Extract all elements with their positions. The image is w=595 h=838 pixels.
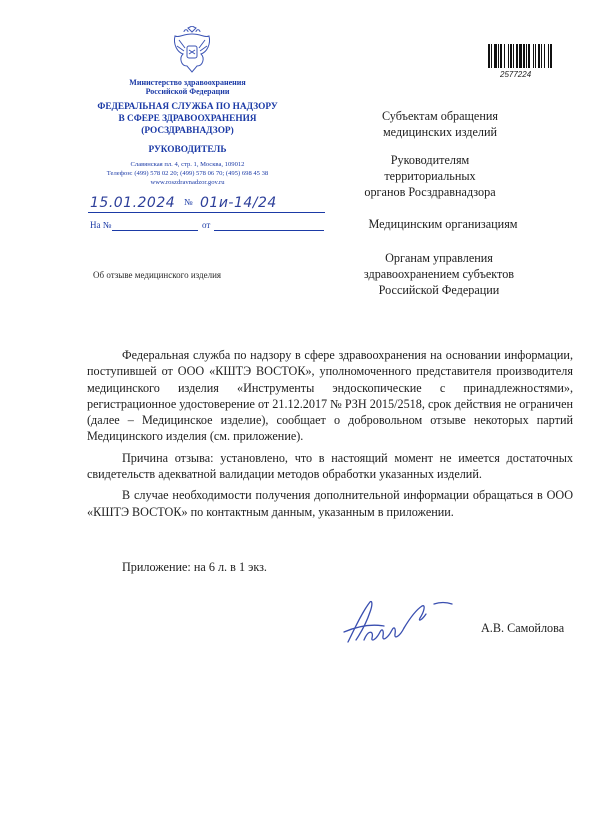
addressee-line: Российской Федерации (378, 283, 500, 297)
addressee-line: Субъектам обращения (381, 109, 498, 123)
addressee-block (345, 152, 515, 200)
body-paragraph: Причина отзыва: установлено, что в настоящий момент не имеется достаточных свидетельств адекватной валидации методов обработки указанных изделий. (87, 450, 573, 482)
addressee-block (355, 108, 525, 140)
barcode-bar (544, 44, 545, 68)
barcode-bar (491, 44, 492, 68)
letterhead-website: www.roszdravnadzor.gov.ru (150, 179, 225, 186)
barcode-bar (516, 44, 518, 68)
addressee-block (328, 250, 550, 298)
reference-date-blank (214, 230, 324, 231)
barcode-bar (508, 44, 509, 68)
barcode-bar (533, 44, 534, 68)
handwritten-signature (340, 590, 480, 654)
addressee-block (345, 216, 541, 232)
reference-number-blank (112, 230, 198, 231)
barcode-bar (550, 44, 552, 68)
barcode-bar (541, 44, 542, 68)
service-name-line-2: В СФЕРЕ ЗДРАВООХРАНЕНИЯ (118, 114, 257, 124)
ministry-name-line-1: Министерство здравоохранения (129, 78, 246, 87)
barcode-bar (504, 44, 505, 68)
attachment-note: Приложение: на 6 л. в 1 экз. (122, 560, 267, 574)
signatory-name: А.В. Самойлова (481, 621, 565, 635)
barcode-bar (548, 44, 549, 68)
addressee-line: Медицинским организациям (368, 217, 518, 231)
barcode-bar (488, 44, 490, 68)
body-paragraph: Федеральная служба по надзору в сфере здравоохранения на основании информации, поступившей от ООО «КШТЭ ВОСТОК», уполномоченного представителя производителя медицинского изделия «Инструменты эндоскопические с принадлежностями», регистрационное удостоверение от 21.12.2017 № РЗН 2015/2518, срок действия не ограничен (далее – Медицинское изделие), сообщает о добровольном отзыве некоторых партий Медицинского изделия (см. приложение). (87, 348, 574, 444)
barcode-bar (528, 44, 530, 68)
barcode (488, 44, 554, 68)
reference-number-label: На № (90, 220, 112, 230)
barcode-bar (519, 44, 522, 68)
letterhead-phones: Телефон: (499) 578 02 20; (499) 578 06 70; (495) 698 45 38 (106, 170, 269, 177)
letterhead-head-title: РУКОВОДИТЕЛЬ (148, 145, 227, 155)
barcode-bar (494, 44, 497, 68)
addressee-line: Органам управления (385, 251, 493, 265)
letter-body (87, 347, 573, 525)
registration-underline (88, 212, 325, 213)
ministry-name-line-2: Российской Федерации (145, 87, 230, 96)
coat-of-arms-icon (169, 26, 215, 74)
addressee-line: здравоохранением субъектов (363, 267, 515, 281)
barcode-number: 2577224 (500, 70, 532, 79)
barcode-bar (538, 44, 540, 68)
barcode-bar (498, 44, 499, 68)
barcode-bar (535, 44, 536, 68)
addressee-line: органов Росздравнадзора (364, 185, 496, 199)
addressee-line: Руководителям (390, 153, 470, 167)
body-paragraph: В случае необходимости получения дополнительной информации обращаться в ООО «КШТЭ ВОСТОК» по контактным данным, указанным в приложении. (87, 488, 573, 519)
registration-number-sign: № (184, 197, 193, 207)
addressee-line: медицинских изделий (382, 125, 498, 139)
letterhead-address: Славянская пл. 4, стр. 1, Москва, 109012 (130, 161, 245, 168)
registration-date: 15.01.2024 (90, 195, 176, 211)
barcode-bar (500, 44, 502, 68)
barcode-bar (510, 44, 512, 68)
addressee-line: территориальных (384, 169, 476, 183)
service-name-line-1: ФЕДЕРАЛЬНАЯ СЛУЖБА ПО НАДЗОРУ (97, 102, 278, 112)
barcode-bar (526, 44, 527, 68)
barcode-bar (513, 44, 514, 68)
barcode-bar (523, 44, 525, 68)
reference-date-label: от (202, 220, 211, 230)
letter-subject: Об отзыве медицинского изделия (93, 270, 222, 280)
service-name-line-3: (РОСЗДРАВНАДЗОР) (141, 126, 234, 136)
registration-number: 01и-14/24 (200, 195, 277, 211)
